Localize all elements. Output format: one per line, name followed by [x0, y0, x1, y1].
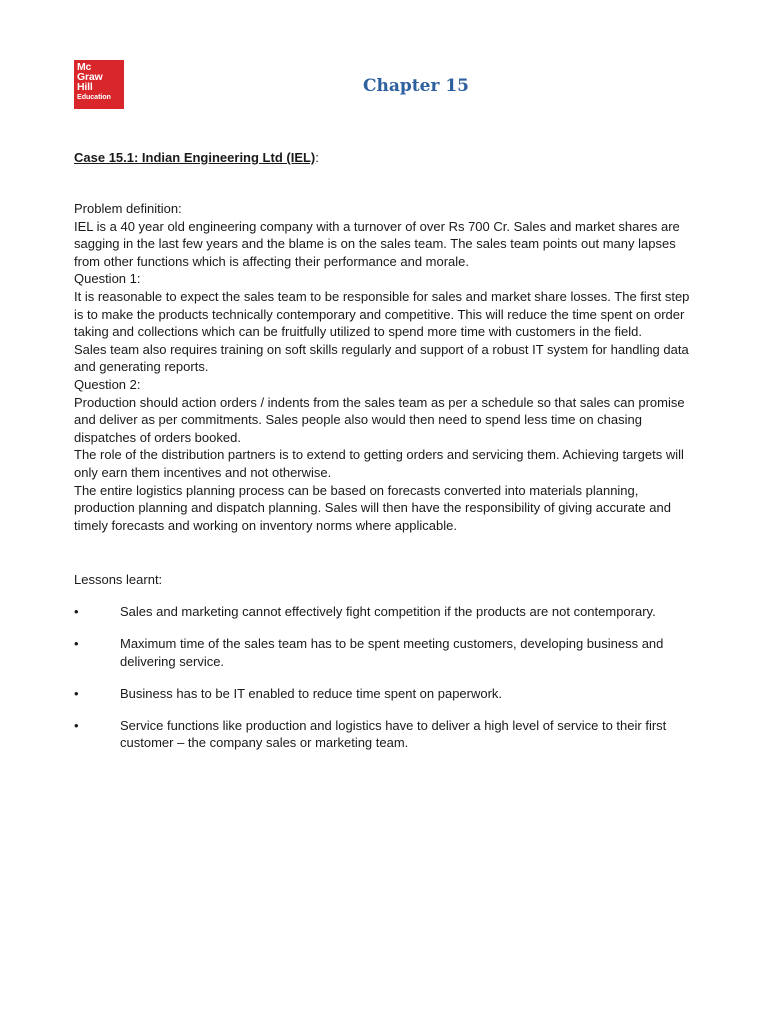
bullet-icon: •	[74, 604, 79, 619]
question-2-answer-paragraph: The role of the distribution partners is to extend to getting orders and servicing them. Achieving targets will only earn them incentives and not otherwise.	[74, 447, 684, 480]
case-title-text: Case 15.1: Indian Engineering Ltd (IEL)	[74, 150, 316, 165]
logo-line-3: Hill	[77, 81, 93, 93]
case-body	[74, 200, 694, 534]
question-2-answer-paragraph: The entire logistics planning process can be based on forecasts converted into materials planning, production planning and dispatch planning. Sales will then have the responsibility of giving accurate and timely forecasts and working on inventory norms where applicable.	[74, 482, 671, 533]
lesson-text: Service functions like production and logistics have to deliver a high level of service to their first customer – the company sales or marketing team.	[120, 717, 667, 751]
lessons-heading: Lessons learnt:	[74, 572, 163, 587]
lessons-list	[74, 603, 694, 767]
question-2-answer-paragraph: Production should action orders / indents from the sales team as per a schedule so that sales can promise and deliver as per commitments. Sales people also would then need to spend less time on chasing dispatches of orders booked.	[74, 394, 685, 445]
lesson-item	[74, 685, 694, 703]
lesson-item	[74, 717, 694, 752]
logo-line-2: Graw	[77, 71, 103, 83]
publisher-logo	[74, 60, 124, 109]
bullet-icon: •	[74, 685, 79, 701]
lesson-text: Maximum time of the sales team has to be spent meeting customers, developing business and delivering service.	[120, 636, 664, 669]
logo-line-1: Mc	[77, 61, 92, 73]
bullet-icon: •	[74, 636, 79, 652]
bullet-icon: •	[74, 717, 79, 733]
question-1-answer-paragraph: Sales team also requires training on soft skills regularly and support of a robust IT system for handling data and generating reports.	[74, 341, 689, 375]
chapter-title: Chapter 15	[363, 76, 469, 96]
lesson-text: Sales and marketing cannot effectively fight competition if the products are not contemporary.	[120, 604, 656, 619]
lesson-text: Business has to be IT enabled to reduce time spent on paperwork.	[120, 685, 503, 701]
question-2-heading: Question 2:	[74, 376, 141, 392]
question-1-heading: Question 1:	[74, 271, 141, 287]
problem-definition-text: IEL is a 40 year old engineering company with a turnover of over Rs 700 Cr. Sales and market shares are sagging in the last few years and the blame is on the sales team. The sales team points out many lapses from other functions which is affecting their performance and morale.	[74, 218, 680, 269]
question-1-answer-paragraph: It is reasonable to expect the sales team to be responsible for sales and market share losses. The first step is to make the products technically contemporary and competitive. This will reduce the time spent on order taking and collections which can be fruitfully utilized to spend more time with customers in the field.	[74, 288, 690, 340]
lesson-item	[74, 635, 694, 670]
logo-line-4: Education	[77, 92, 111, 101]
problem-definition-heading: Problem definition:	[74, 201, 182, 216]
case-title-colon: :	[315, 150, 319, 165]
lesson-item	[74, 603, 694, 621]
case-title	[74, 149, 319, 166]
